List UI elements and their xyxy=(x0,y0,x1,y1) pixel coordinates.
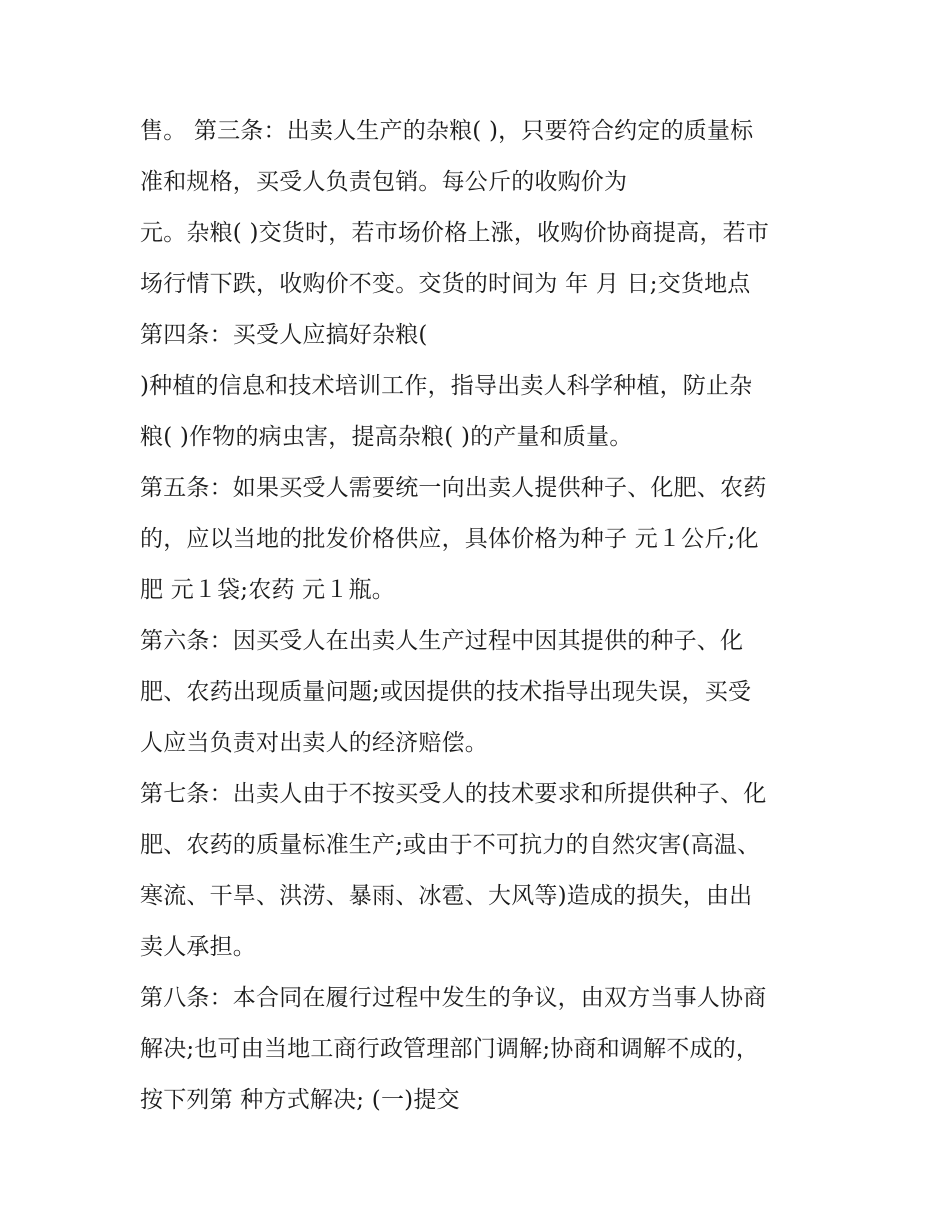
text-line: 肥、农药出现质量问题;或因提供的技术指导出现失误，买受 xyxy=(140,679,752,705)
text-line: 第四条：买受人应搞好杂粮( xyxy=(140,322,428,348)
text-line: 准和规格，买受人负责包销。每公斤的收购价为 xyxy=(140,169,628,195)
text-line: 第七条：出卖人由于不按买受人的技术要求和所提供种子、化 xyxy=(140,781,767,807)
text-line: 元。杂粮( )交货时，若市场价格上涨，收购价协商提高，若市 xyxy=(140,220,770,246)
text-line: 售。 第三条：出卖人生产的杂粮( )，只要符合约定的质量标 xyxy=(140,118,754,144)
text-line: 解决;也可由当地工商行政管理部门调解;协商和调解不成的， xyxy=(140,1036,760,1062)
text-line: 肥 元１袋;农药 元１瓶。 xyxy=(140,577,395,603)
text-line: 卖人承担。 xyxy=(140,934,256,960)
contract-text xyxy=(140,106,830,1126)
text-line: 粮( )作物的病虫害，提高杂粮( )的产量和质量。 xyxy=(140,424,633,450)
text-line: 肥、农药的质量标准生产;或由于不可抗力的自然灾害(高温、 xyxy=(140,832,761,858)
text-line: 第八条：本合同在履行过程中发生的争议，由双方当事人协商 xyxy=(140,985,767,1011)
text-line: 第五条：如果买受人需要统一向出卖人提供种子、化肥、农药 xyxy=(140,475,767,501)
text-line: 第六条：因买受人在出卖人生产过程中因其提供的种子、化 xyxy=(140,628,744,654)
text-line: 的，应以当地的批发价格供应，具体价格为种子 元１公斤;化 xyxy=(140,526,759,552)
text-line: 人应当负责对出卖人的经济赔偿。 xyxy=(140,730,488,756)
text-line: 场行情下跌，收购价不变。交货的时间为 年 月 日;交货地点 xyxy=(140,271,751,297)
text-line: )种植的信息和技术培训工作，指导出卖人科学种植，防止杂 xyxy=(140,373,753,399)
text-line: 按下列第 种方式解决; (一)提交 xyxy=(140,1087,460,1113)
text-line: 寒流、干旱、洪涝、暴雨、冰雹、大风等)造成的损失，由出 xyxy=(140,883,753,909)
